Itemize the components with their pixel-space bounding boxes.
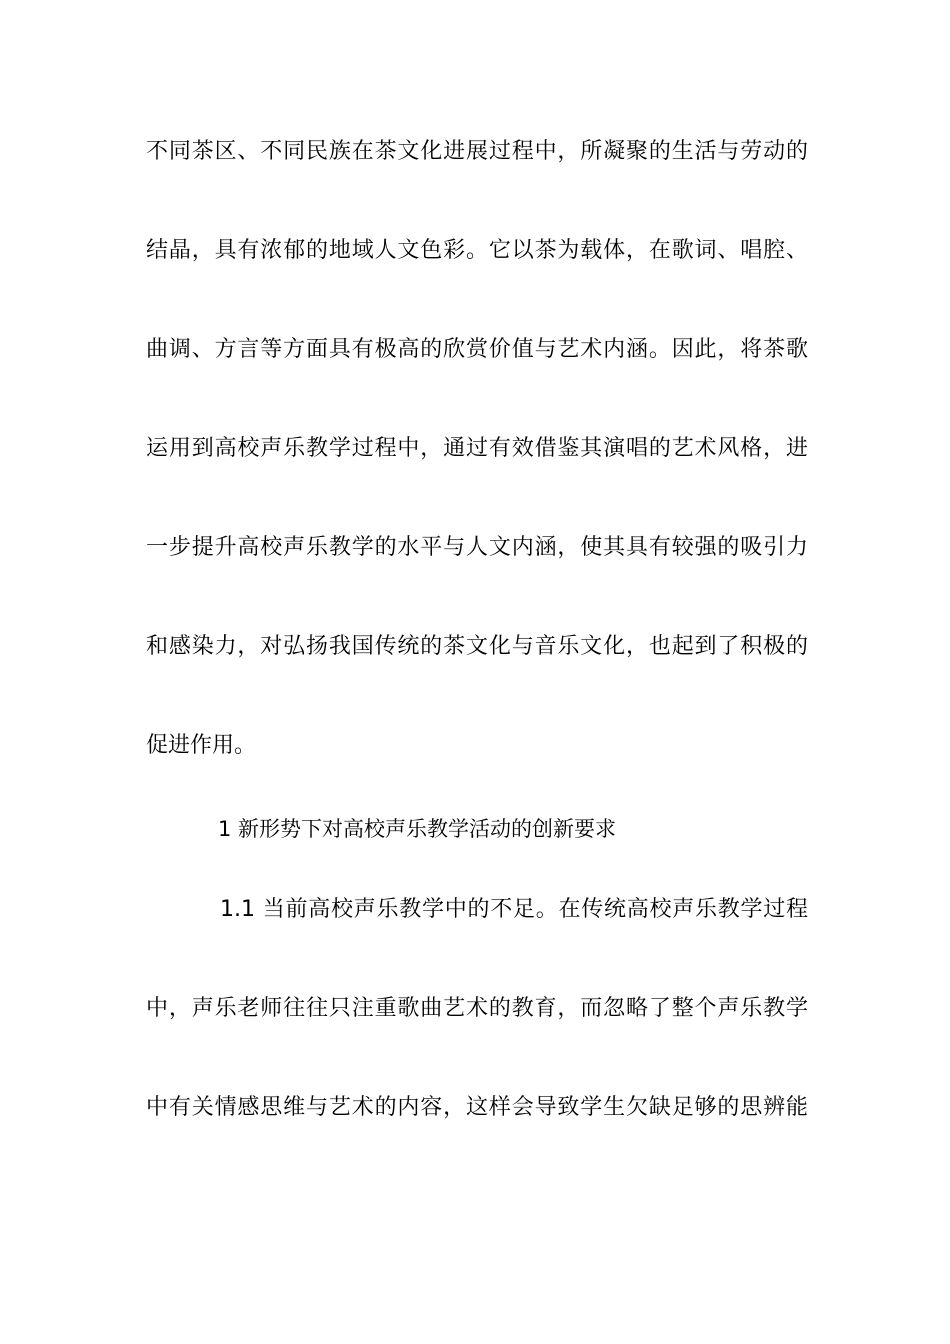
subsection-first-line: 1.1 当前高校声乐教学中的不足。在传统高校声乐教学过程: [220, 897, 808, 922]
paragraph-line: 中有关情感思维与艺术的内容，这样会导致学生欠缺足够的思辨能: [146, 1095, 808, 1120]
paragraph-line: 不同茶区、不同民族在茶文化进展过程中，所凝聚的生活与劳动的: [146, 139, 808, 164]
paragraph-line: 曲调、方言等方面具有极高的欣赏价值与艺术内涵。因此，将茶歌: [146, 337, 808, 362]
section-heading: 1 新形势下对高校声乐教学活动的创新要求: [218, 817, 617, 841]
paragraph-line: 一步提升高校声乐教学的水平与人文内涵，使其具有较强的吸引力: [146, 535, 808, 560]
paragraph-line: 和感染力，对弘扬我国传统的茶文化与音乐文化，也起到了积极的: [146, 634, 808, 659]
paragraph-line: 运用到高校声乐教学过程中，通过有效借鉴其演唱的艺术风格，进: [146, 436, 808, 461]
paragraph-line: 中，声乐老师往往只注重歌曲艺术的教育，而忽略了整个声乐教学: [146, 996, 808, 1021]
paragraph-line: 促进作用。: [146, 733, 257, 758]
paragraph-line: 结晶，具有浓郁的地域人文色彩。它以茶为载体，在歌词、唱腔、: [146, 238, 808, 263]
